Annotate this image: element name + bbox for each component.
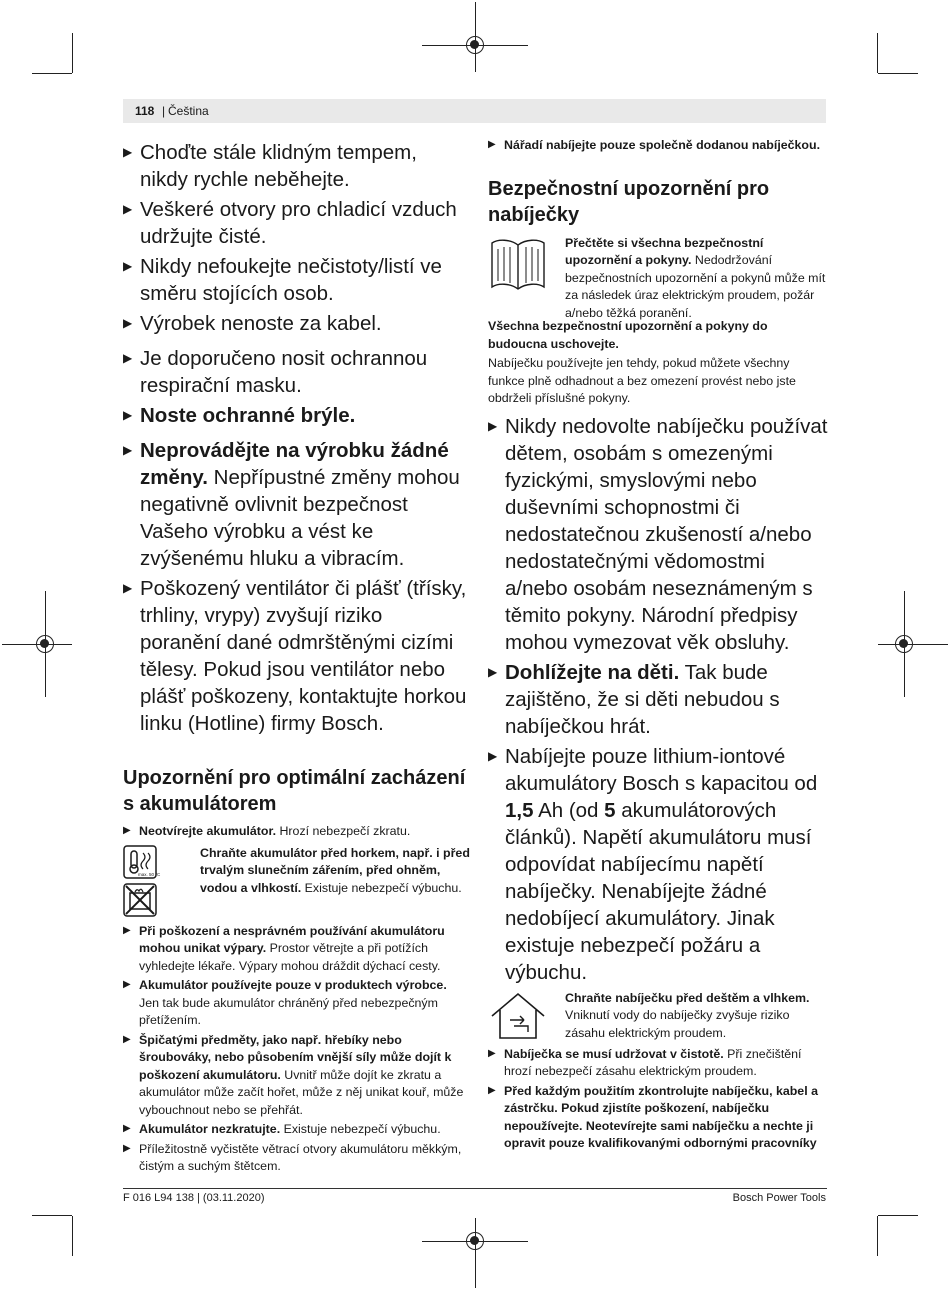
section-title: Upozornění pro optimální zacházení s akumulátorem <box>123 767 466 815</box>
list-item: ▶ Výrobek nenoste za kabel. <box>123 312 382 335</box>
list-item: ▶ Nabíječka se musí udržovat v čistotě. Při znečištění hrozí nebezpečí zásahu elektrickým proudem. <box>488 1046 802 1078</box>
registration-mark-icon <box>36 635 54 653</box>
svg-text:max. 50 °C: max. 50 °C <box>138 871 161 877</box>
crop-mark <box>877 33 878 73</box>
list-item: ▶ Je doporučeno nosit ochrannou respirační masku. <box>123 347 428 397</box>
list-item: ▶ Před každým použitím zkontrolujte nabíječku, kabel a zástrčku. Pokud zjistíte poškození, nabíječku nepoužívejte. Neotevírejte sami nabíječku a nechte ji opravit pouze kvalifikovanými odbornými pracovníky <box>488 1083 818 1150</box>
usage-notice: Nabíječku používejte jen tehdy, pokud můžete všechny funkce plně odhadnout a bez omezení provést nebo jste obdrželi příslušné pokyny. <box>488 356 796 405</box>
list-item: ▶ Nikdy nedovolte nabíječku používat dětem, osobám s omezenými fyzickými, smyslovými nebo duševními schopnostmi či nedostatečnou zkušeností a/nebo nedostatečnými vědomostmi a/nebo osobám neseznámeným s těmito pokyny. Národní předpisy mohou vymezovat věk obsluhy. <box>488 414 828 654</box>
right-column <box>488 137 828 1153</box>
list-item: ▶ Příležitostně vyčistěte větrací otvory akumulátoru měkkým, čistým a suchým štětcem. <box>123 1141 462 1173</box>
bullet-arrow-icon: ▶ <box>488 1047 496 1059</box>
rain-notice: Chraňte nabíječku před deštěm a vlhkem. Vniknutí vody do nabíječky zvyšuje riziko zásahu elektrickým proudem. <box>488 990 828 1044</box>
crop-mark <box>72 33 73 73</box>
temperature-warning-icon <box>123 845 161 879</box>
crop-mark <box>878 1215 918 1216</box>
list-item: ▶ Poškozený ventilátor či plášť (třísky, trhliny, vrypy) zvyšují riziko poranění dané odmrštěnými cizími tělesy. Pokud jsou ventilátor nebo plášť poškozeny, kontaktujte horkou linku (Hotline) firmy Bosch. <box>123 577 467 735</box>
bullet-arrow-icon: ▶ <box>123 259 133 273</box>
bullet-arrow-icon: ▶ <box>123 1033 131 1045</box>
bullet-arrow-icon: ▶ <box>123 316 133 330</box>
bullet-arrow-icon: ▶ <box>123 351 133 365</box>
no-fire-water-icon <box>123 883 157 917</box>
crop-mark <box>877 1216 878 1256</box>
bullet-arrow-icon: ▶ <box>488 418 498 433</box>
bullet-arrow-icon: ▶ <box>123 1123 131 1134</box>
heat-notice: max. 50 °C Chraňte akumulátor před horkem, např. i před trvalým slunečním zářením, před ohněm, vodou a vlhkostí. Existuje nebezpečí výbuchu. <box>123 845 468 921</box>
crop-mark <box>878 73 918 74</box>
left-column <box>123 139 468 1176</box>
read-instructions-notice: Přečtěte si všechna bezpečnostní upozornění a pokyny. Nedodržování bezpečnostních upozornění a pokynů může mít za následek úraz elektrickým proudem, požár a/nebo těžká poranění. <box>488 235 828 323</box>
bullet-arrow-icon: ▶ <box>488 1084 496 1096</box>
list-item: ▶ Akumulátor používejte pouze v produktech výrobce. Jen tak bude akumulátor chráněný před nebezpečným přetížením. <box>123 978 447 1027</box>
bullet-arrow-icon: ▶ <box>123 202 133 216</box>
bullet-arrow-icon: ▶ <box>488 139 496 150</box>
list-item: ▶ Noste ochranné brýle. <box>123 404 356 427</box>
read-manual-book-icon <box>488 237 548 293</box>
list-item: ▶ Špičatými předměty, jako např. hřebíky nebo šroubováky, nebo působením vnější síly může dojít k poškození akumulátoru. Uvnitř může dojít ke zkratu a akumulátor může začít hořet, může z něj unikat kouř, může vybouchnout nebo se přehřát. <box>123 1032 464 1117</box>
bullet-arrow-icon: ▶ <box>123 924 131 936</box>
list-item: ▶ Nikdy nefoukejte nečistoty/listí ve směru stojících osob. <box>123 255 442 305</box>
header-separator: | <box>162 104 166 118</box>
footer-brand: Bosch Power Tools <box>732 1192 826 1204</box>
section-title: Bezpečnostní upozornění pro nabíječky <box>488 177 770 226</box>
bullet-arrow-icon: ▶ <box>123 145 133 159</box>
page-number: 118 <box>135 104 155 118</box>
keep-instructions-notice: Všechna bezpečnostní upozornění a pokyny do budoucna uschovejte. <box>488 319 768 351</box>
registration-mark-icon <box>466 36 484 54</box>
bullet-arrow-icon: ▶ <box>123 979 131 990</box>
crop-mark <box>72 1216 73 1256</box>
registration-mark-icon <box>895 635 913 653</box>
list-item: ▶ Nabíjejte pouze lithium-iontové akumulátory Bosch s kapacitou od 1,5 Ah (od 5 akumulátorových článků). Napětí akumulátoru musí odpovídat nabíjecímu napětí nabíječky. Nenabíjejte žádné nedobíjecí akumulátory. Jinak existuje nebezpečí požáru a výbuchu. <box>488 744 818 984</box>
list-item: ▶ Neotvírejte akumulátor. Hrozí nebezpečí zkratu. <box>123 824 411 838</box>
bullet-arrow-icon: ▶ <box>123 1142 131 1154</box>
crop-mark <box>32 1215 72 1216</box>
header-bar <box>123 99 826 123</box>
list-item: ▶ Dohlížejte na děti. Tak bude zajištěno, že si děti nebudou s nabíječkou hrát. <box>488 660 780 738</box>
list-item: ▶ Při poškození a nesprávném používání akumulátoru mohou unikat výpary. Prostor větrejte a při potížích vyhledejte lékaře. Výpary mohou dráždit dýchací cesty. <box>123 923 445 973</box>
crop-mark <box>32 73 72 74</box>
indoor-use-only-icon <box>488 990 550 1042</box>
bullet-arrow-icon: ▶ <box>488 748 498 763</box>
footer-divider <box>123 1188 827 1189</box>
list-item: ▶ Veškeré otvory pro chladicí vzduch udržujte čisté. <box>123 198 457 248</box>
bullet-arrow-icon: ▶ <box>123 408 133 422</box>
bullet-arrow-icon: ▶ <box>123 581 133 595</box>
list-item: ▶ Nářadí nabíjejte pouze společně dodanou nabíječkou. <box>488 138 821 152</box>
bullet-arrow-icon: ▶ <box>123 825 131 836</box>
list-item: ▶ Neprovádějte na výrobku žádné změny. Nepřípustné změny mohou negativně ovlivnit bezpečnost Vašeho výrobku a vést ke zvýšenému hluku a vibracím. <box>123 439 460 570</box>
bullet-arrow-icon: ▶ <box>488 664 498 679</box>
footer-document-code: F 016 L94 138 | (03.11.2020) <box>123 1192 265 1204</box>
list-item: ▶ Choďte stále klidným tempem, nikdy rychle neběhejte. <box>123 141 417 191</box>
list-item: ▶ Akumulátor nezkratujte. Existuje nebezpečí výbuchu. <box>123 1122 441 1136</box>
registration-mark-icon <box>466 1232 484 1250</box>
header-language: Čeština <box>168 104 209 118</box>
bullet-arrow-icon: ▶ <box>123 443 133 457</box>
